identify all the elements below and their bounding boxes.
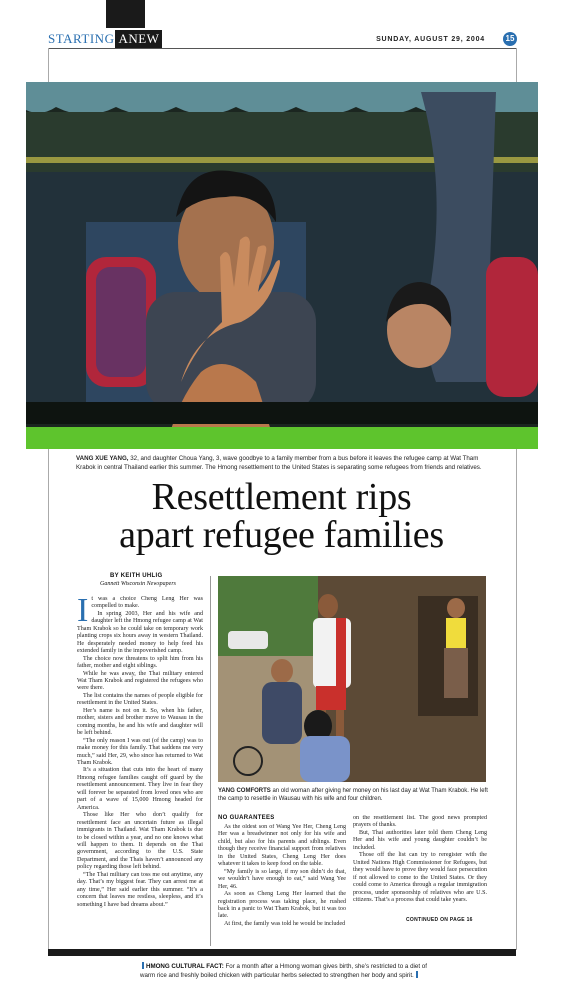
- section-title-word1: STARTING: [48, 31, 115, 46]
- fact-text: For a month after a Hmong woman gives birth, she’s restricted to a diet of warm rice and freshly boiled chicken with particular herbs selected to strengthen her body and spirit.: [140, 963, 427, 980]
- continued-on-link[interactable]: CONTINUED ON PAGE 16: [406, 917, 473, 923]
- section-title-word2: ANEW: [115, 30, 162, 48]
- paragraph: Her’s name is not on it. So, when his father, mother, sisters and brother move to Wausau in the coming months, he and his wife and daughter will be left behind.: [77, 707, 203, 737]
- fact-marker-right: [416, 971, 418, 978]
- headline: [0, 478, 563, 554]
- footer-bar: [48, 949, 516, 956]
- paragraph: on the resettlement list. The good news prompted prayers of thanks.: [353, 815, 487, 829]
- paragraph: The list contains the names of people eligible for resettlement in the United States.: [77, 692, 203, 707]
- headline-line-1: Resettlement rips: [151, 476, 412, 518]
- second-caption-lead: YANG COMFORTS: [218, 788, 271, 794]
- article-column-1: [77, 596, 203, 951]
- paragraph: Those like Her who don’t qualify for resettlement face an uncertain future as illegal immigrants in Thailand. Wat Tham Krabok is due to be closed within a year, and no one knows what will happen to them. It depends on the Thai government, according to the U.S. State Department, and the Thais haven’t announced any policy regarding those left behind.: [77, 812, 203, 871]
- paragraph: “The only reason I was out (of the camp) was to make money for this family. That saddens me very much,” said Her, 29, who since has returned to Wat Tham Krabok.: [77, 737, 203, 766]
- fact-marker-left: [142, 962, 144, 969]
- main-photo-caption: [76, 455, 496, 472]
- paragraph: t was a choice Cheng Leng Her was compelled to make.: [91, 596, 203, 610]
- main-caption-text: 32, and daughter Choua Yang, 3, wave goodbye to a family member from a bus before it leaves the refugee camp at Wat Tham Krabok in central Thailand earlier this summer. The Hmong resettlement to the United States is separating some refugees from friends and relatives.: [76, 455, 482, 471]
- second-caption-text: an old woman after giving her money on his last day at Wat Tham Krabok. He left the camp to resettle in Wausau with his wife and four children.: [218, 788, 488, 803]
- main-caption-lead: VANG XUE YANG,: [76, 455, 129, 462]
- section-tab-block: [106, 0, 145, 28]
- second-photo: [218, 576, 486, 782]
- drop-cap: I: [77, 596, 89, 629]
- paragraph: It’s a situation that cuts into the heart of many Hmong refugee families caught off guard by the resettlement announcement. They live in fear they will forever be separated from loved ones who are part of a wave of 15,000 Hmong headed for America.: [77, 767, 203, 811]
- paragraph: At first, the family was told he would be included: [224, 920, 346, 927]
- paragraph: But, Thai authorities later told them Cheng Leng Her and his wife and young daughter couldn’t be included.: [353, 829, 487, 851]
- paragraph: “The Thai military can toss me out anytime, any day. That’s my biggest fear. They can arrest me at any time,” Her said earlier this summer. “It’s a concern that leaves me restless, sleepless, and it’s something I have bad dreams about.”: [77, 871, 203, 908]
- byline-organization: Gannett Wisconsin Newspapers: [100, 581, 176, 587]
- article-column-3: [353, 815, 487, 921]
- section-title: [48, 31, 162, 47]
- byline: BY KEITH UHLIG: [110, 573, 163, 579]
- paragraph: In spring 2003, Her and his wife and daughter left the Hmong refugee camp at Wat Tham Krabok so he could take on temporary work planting crops six hours away in western Thailand. He desperately needed money to help feed his extended family in the impoverished camp.: [77, 610, 203, 655]
- paragraph: As the oldest son of Wang Yee Her, Cheng Leng Her was a breadwinner not only for his wife and child, but also for his parents and siblings. Even though they receive financial support from relatives in the United States, Cheng Leng Her does whatever it takes to keep food on the table.: [218, 824, 346, 868]
- article-column-2: [218, 824, 346, 948]
- paragraph: While he was away, the Thai military entered Wat Tham Krabok and registered the refugees who were there.: [77, 670, 203, 692]
- paragraph: “My family is so large, if my son didn’t do that, we wouldn’t have enough to eat,” said Wang Yee Her, 46.: [218, 868, 346, 890]
- second-photo-caption: [218, 787, 488, 804]
- main-photo: [26, 82, 538, 449]
- headline-line-2: apart refugee families: [119, 514, 444, 556]
- subhead: NO GUARANTEES: [218, 815, 275, 821]
- fact-label: HMONG CULTURAL FACT:: [146, 963, 224, 970]
- paragraph: As soon as Cheng Leng Her learned that the registration process was taking place, he rushed back in a panic to Wat Tham Krabok, but it was too late.: [218, 891, 346, 920]
- page-number-badge: 15: [503, 32, 517, 46]
- column-divider: [210, 576, 211, 946]
- dateline: SUNDAY, AUGUST 29, 2004: [376, 36, 485, 43]
- paragraph: Those off the list can try to reregister with the United Nations High Commissioner for Refugees, but they would have to prove they would face persecution if not allowed to come to the United States. Or they could come to America through a regular immigration process, under sponsorship of relatives who are U.S. citizens. That’s a process that could take years.: [353, 852, 487, 903]
- paragraph: The choice now threatens to split him from his father, mother and eight siblings.: [77, 655, 203, 670]
- cultural-fact: [140, 962, 430, 981]
